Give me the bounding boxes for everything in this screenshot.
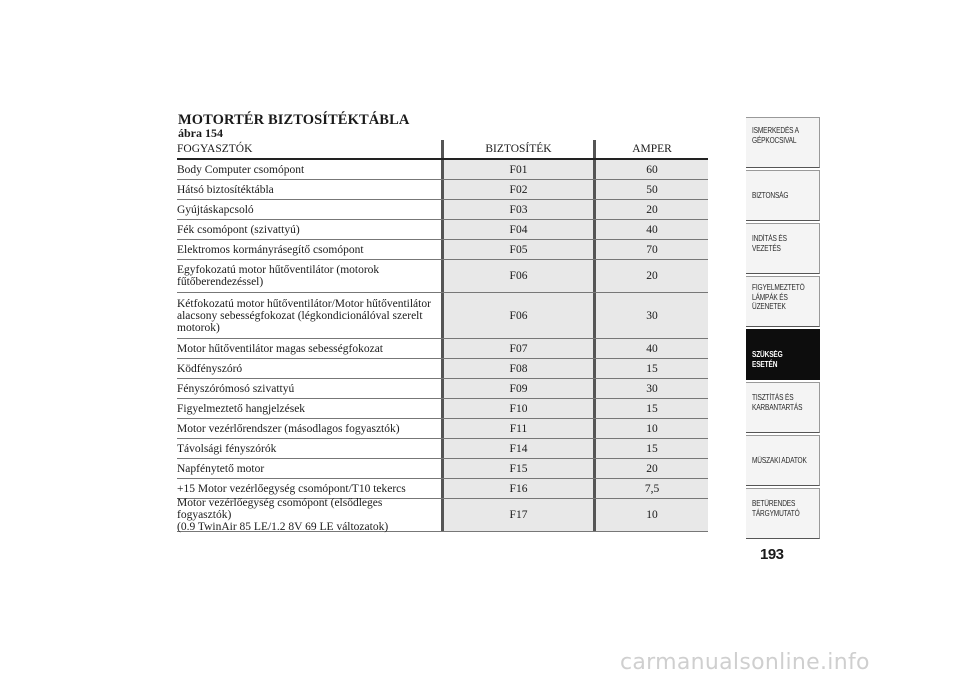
fuse-cell: F07 <box>441 339 593 358</box>
consumer-cell <box>177 240 441 259</box>
consumer-cell <box>177 499 441 531</box>
consumer-text: motorok) <box>177 321 220 334</box>
consumer-text: Motor hűtőventilátor magas sebességfokozat <box>177 342 383 355</box>
table-row <box>177 339 708 359</box>
table-row <box>177 379 708 399</box>
fuse-cell: F17 <box>441 499 593 531</box>
chapter-tabs <box>746 117 820 541</box>
consumer-text: alacsony sebességfokozat (légkondicionálóval szerelt <box>177 309 423 322</box>
amp-cell: 7,5 <box>593 479 708 498</box>
chapter-tab-label: MŰSZAKI ADATOK <box>752 456 807 465</box>
page-title: MOTORTÉR BIZTOSÍTÉKTÁBLA <box>178 112 410 128</box>
chapter-tab-label: SZÜKSÉG ESETÉN <box>752 350 783 369</box>
consumer-cell <box>177 459 441 478</box>
page-number: 193 <box>760 546 784 563</box>
table-row <box>177 419 708 439</box>
amp-cell: 40 <box>593 339 708 358</box>
table-row <box>177 180 708 200</box>
fuse-cell: F01 <box>441 160 593 179</box>
fuse-cell: F09 <box>441 379 593 398</box>
consumer-cell <box>177 180 441 199</box>
consumer-text: Kétfokozatú motor hűtőventilátor/Motor hűtőventilátor <box>177 297 431 310</box>
watermark: carmanualsonline.info <box>620 650 870 675</box>
table-row <box>177 499 708 532</box>
consumer-cell <box>177 260 441 292</box>
consumer-text: Napfénytető motor <box>177 462 265 475</box>
fuse-cell: F16 <box>441 479 593 498</box>
consumer-cell <box>177 479 441 498</box>
fuse-cell: F02 <box>441 180 593 199</box>
consumer-text: Ködfényszóró <box>177 362 243 375</box>
amp-cell: 50 <box>593 180 708 199</box>
fuse-cell: F10 <box>441 399 593 418</box>
chapter-tab[interactable] <box>746 435 820 486</box>
chapter-tab-label: BIZTONSÁG <box>752 191 789 200</box>
consumer-cell <box>177 220 441 239</box>
table-row <box>177 479 708 499</box>
amp-cell: 30 <box>593 293 708 338</box>
amp-cell: 10 <box>593 419 708 438</box>
consumer-text: Motor vezérlőrendszer (másodlagos fogyasztók) <box>177 422 400 435</box>
amp-cell: 10 <box>593 499 708 531</box>
fuse-cell: F15 <box>441 459 593 478</box>
consumer-text: Egyfokozatú motor hűtőventilátor (motorok <box>177 264 380 276</box>
table-row <box>177 439 708 459</box>
table-header <box>177 140 708 160</box>
chapter-tab[interactable] <box>746 488 820 539</box>
consumer-text: Távolsági fényszórók <box>177 442 277 455</box>
header-amp: AMPER <box>593 140 708 158</box>
fuse-cell: F14 <box>441 439 593 458</box>
amp-cell: 60 <box>593 160 708 179</box>
consumer-text: Fék csomópont (szivattyú) <box>177 223 300 236</box>
consumer-cell <box>177 200 441 219</box>
chapter-tab[interactable] <box>746 117 820 168</box>
table-row <box>177 399 708 419</box>
fuse-cell: F04 <box>441 220 593 239</box>
chapter-tab-label: BETŰRENDES TÁRGYMUTATÓ <box>752 499 800 518</box>
consumer-text: Gyújtáskapcsoló <box>177 203 254 216</box>
consumer-cell <box>177 160 441 179</box>
consumer-cell <box>177 293 441 338</box>
amp-cell: 15 <box>593 399 708 418</box>
table-row <box>177 160 708 180</box>
consumer-text: Hátsó biztosítéktábla <box>177 183 274 196</box>
consumer-cell <box>177 339 441 358</box>
header-fuse: BIZTOSÍTÉK <box>441 140 593 158</box>
consumer-cell <box>177 399 441 418</box>
fuse-cell: F11 <box>441 419 593 438</box>
figure-label: ábra 154 <box>178 126 223 140</box>
amp-cell: 70 <box>593 240 708 259</box>
consumer-text: fűtőberendezéssel) <box>177 276 264 288</box>
consumer-text: Elektromos kormányrásegítő csomópont <box>177 243 364 256</box>
chapter-tab[interactable] <box>746 223 820 274</box>
amp-cell: 30 <box>593 379 708 398</box>
fuse-cell: F06 <box>441 293 593 338</box>
amp-cell: 40 <box>593 220 708 239</box>
amp-cell: 15 <box>593 439 708 458</box>
fuse-cell: F08 <box>441 359 593 378</box>
chapter-tab[interactable] <box>746 329 820 380</box>
consumer-cell <box>177 379 441 398</box>
amp-cell: 20 <box>593 260 708 292</box>
header-consumers: FOGYASZTÓK <box>177 143 253 155</box>
table-row <box>177 359 708 379</box>
consumer-text: Body Computer csomópont <box>177 163 305 176</box>
table-body <box>177 160 708 532</box>
table-row <box>177 220 708 240</box>
table-row <box>177 240 708 260</box>
chapter-tab[interactable] <box>746 276 820 327</box>
consumer-text: (0.9 TwinAir 85 LE/1.2 8V 69 LE változatok) <box>177 521 389 533</box>
table-row <box>177 293 708 339</box>
fuse-table <box>177 140 708 532</box>
chapter-tab[interactable] <box>746 170 820 221</box>
consumer-cell <box>177 419 441 438</box>
consumer-cell <box>177 359 441 378</box>
table-row <box>177 260 708 293</box>
table-row <box>177 200 708 220</box>
consumer-text: Fényszórómosó szivattyú <box>177 382 295 395</box>
chapter-tab-label: ISMERKEDÉS A GÉPKOCSIVAL <box>752 126 799 145</box>
fuse-cell: F06 <box>441 260 593 292</box>
fuse-cell: F03 <box>441 200 593 219</box>
amp-cell: 20 <box>593 459 708 478</box>
amp-cell: 20 <box>593 200 708 219</box>
chapter-tab-label: TISZTÍTÁS ÉS KARBANTARTÁS <box>752 393 803 412</box>
chapter-tab[interactable] <box>746 382 820 433</box>
chapter-tab-label: FIGYELMEZTETŐ LÁMPÁK ÉS ÜZENETEK <box>752 283 805 311</box>
fuse-cell: F05 <box>441 240 593 259</box>
chapter-tab-label: INDÍTÁS ÉS VEZETÉS <box>752 234 787 253</box>
consumer-text: +15 Motor vezérlőegység csomópont/T10 tekercs <box>177 482 406 495</box>
consumer-cell <box>177 439 441 458</box>
table-row <box>177 459 708 479</box>
consumer-text: Figyelmeztető hangjelzések <box>177 402 306 415</box>
amp-cell: 15 <box>593 359 708 378</box>
consumer-text: Motor vezérlőegység csomópont (elsődleges fogyasztók) <box>177 497 383 521</box>
